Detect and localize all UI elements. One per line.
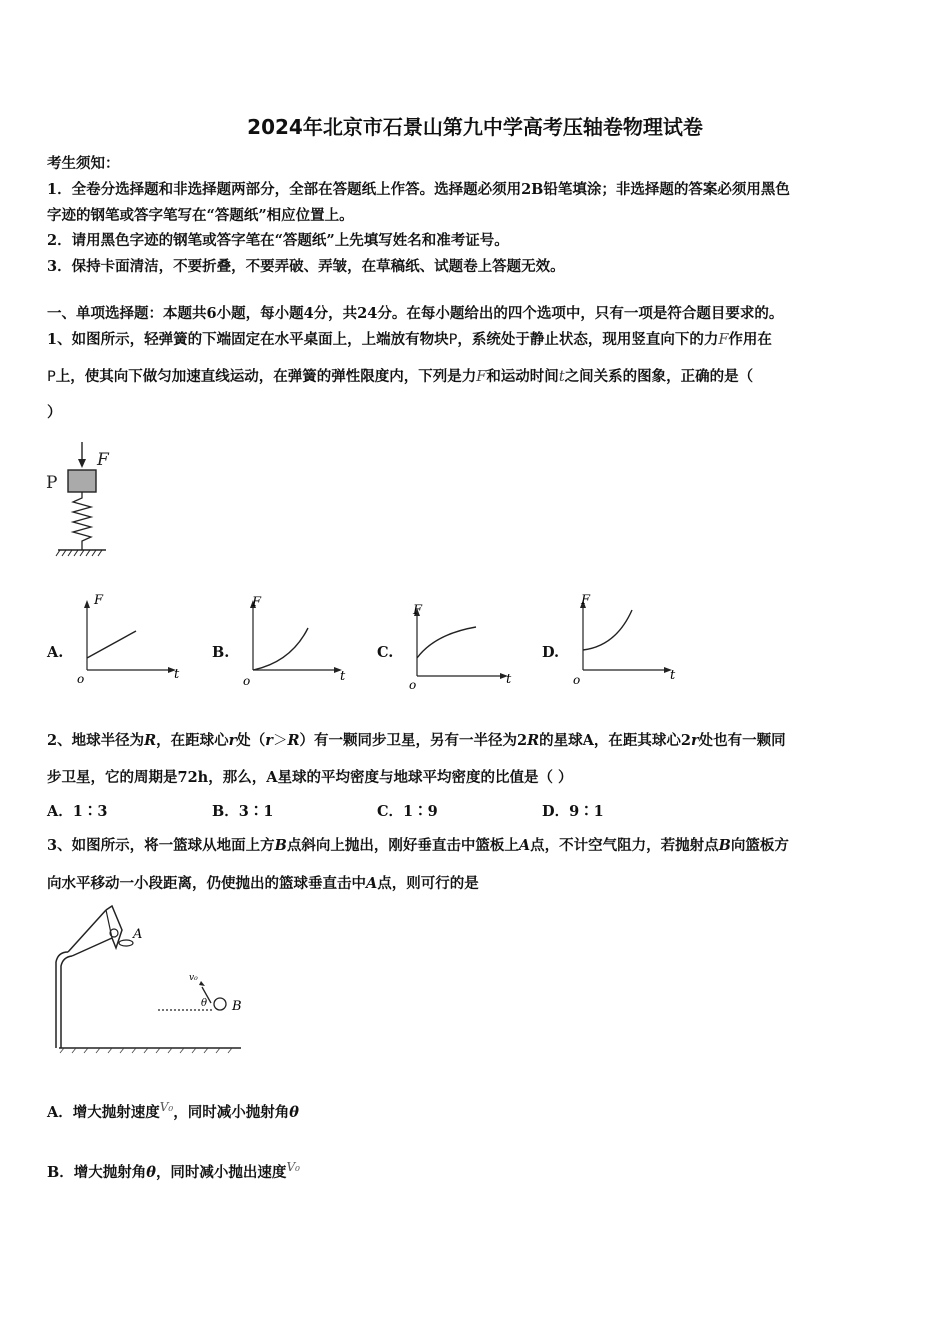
graph-d — [566, 590, 686, 688]
notice-item-2: 2．请用黑色字迹的钢笔或答字笔在“答题纸”上先填写姓名和准考证号。 — [47, 232, 509, 249]
q2-option-c: C．1∶9 — [377, 803, 438, 820]
svg-text:t: t — [174, 667, 180, 682]
point-b-label: B — [232, 999, 242, 1014]
svg-text:F: F — [252, 595, 262, 610]
q2-option-b: B．3∶1 — [212, 803, 274, 820]
graph-a-label: A. — [47, 644, 64, 661]
notice-item-1-cont: 字迹的钢笔或答字笔写在“答题纸”相应位置上。 — [47, 207, 354, 224]
svg-text:t: t — [506, 672, 512, 687]
q2-line-2: 步卫星，它的周期是72h，那么，A星球的平均密度与地球平均密度的比值是（ ） — [47, 769, 573, 786]
block-label: P — [46, 473, 58, 493]
graph-c-label: C. — [377, 644, 394, 661]
svg-text:o: o — [77, 672, 85, 686]
graph-c — [400, 590, 525, 690]
q2-option-a: A．1∶3 — [47, 803, 108, 820]
graph-b — [236, 590, 356, 688]
page-title: 2024年北京市石景山第九中学高考压轴卷物理试卷 — [247, 115, 703, 139]
q2-option-d: D．9∶1 — [542, 803, 604, 820]
section-heading: 一、单项选择题：本题共6小题，每小题4分，共24分。在每小题给出的四个选项中，只有一项是符合题目要求的。 — [47, 305, 784, 322]
theta-label: θ — [201, 998, 208, 1009]
svg-text:F: F — [94, 593, 104, 608]
svg-text:o: o — [243, 674, 251, 688]
q3-line-2: 向水平移动一小段距离，仍使抛出的篮球垂直击中A点，则可行的是 — [47, 875, 479, 892]
point-a-label: A — [133, 927, 143, 942]
v0-label: v₀ — [189, 973, 198, 983]
q3-line-1: 3、如图所示，将一篮球从地面上方B点斜向上抛出，刚好垂直击中篮板上A点，不计空气阻力，若抛射点B向篮板方 — [47, 837, 789, 854]
svg-text:F: F — [581, 593, 591, 608]
q2-line-1: 2、地球半径为R，在距球心r处（r＞R）有一颗同步卫星，另有一半径为2R的星球A，在距其球心2r处也有一颗同 — [47, 732, 786, 749]
q3-option-a: A．增大抛射速度$^{V_0}$，同时减小抛射角θ — [47, 1100, 299, 1121]
q1-line-3: ） — [47, 404, 62, 421]
graph-b-label: B. — [212, 644, 230, 661]
q1-line-2: P上，使其向下做匀加速直线运动，在弹簧的弹性限度内，下列是力F和运动时间t之间关系的图象，正确的是（ — [47, 368, 754, 385]
svg-text:F: F — [413, 603, 423, 618]
graph-a — [70, 590, 190, 688]
svg-text:t: t — [670, 668, 676, 683]
q3-option-b: B．增大抛射角θ，同时减小抛出速度$^{V_0}$ — [47, 1160, 300, 1181]
q1-line-1: 1、如图所示，轻弹簧的下端固定在水平桌面上，上端放有物块P，系统处于静止状态，现用竖直向下的力F作用在 — [47, 331, 772, 348]
notice-item-3: 3．保持卡面清洁，不要折叠，不要弄破、弄皱，在草稿纸、试题卷上答题无效。 — [47, 258, 565, 275]
basketball-figure — [46, 900, 251, 1060]
notice-heading: 考生须知： — [47, 155, 120, 172]
spring-block-figure — [42, 438, 122, 563]
svg-text:o: o — [409, 678, 417, 690]
force-label: F — [97, 450, 109, 470]
svg-text:o: o — [573, 673, 581, 687]
notice-item-1: 1．全卷分选择题和非选择题两部分，全部在答题纸上作答。选择题必须用2B铅笔填涂；非选择题的答案必须用黑色 — [47, 181, 790, 198]
graph-d-label: D. — [542, 644, 560, 661]
svg-text:t: t — [340, 669, 346, 684]
